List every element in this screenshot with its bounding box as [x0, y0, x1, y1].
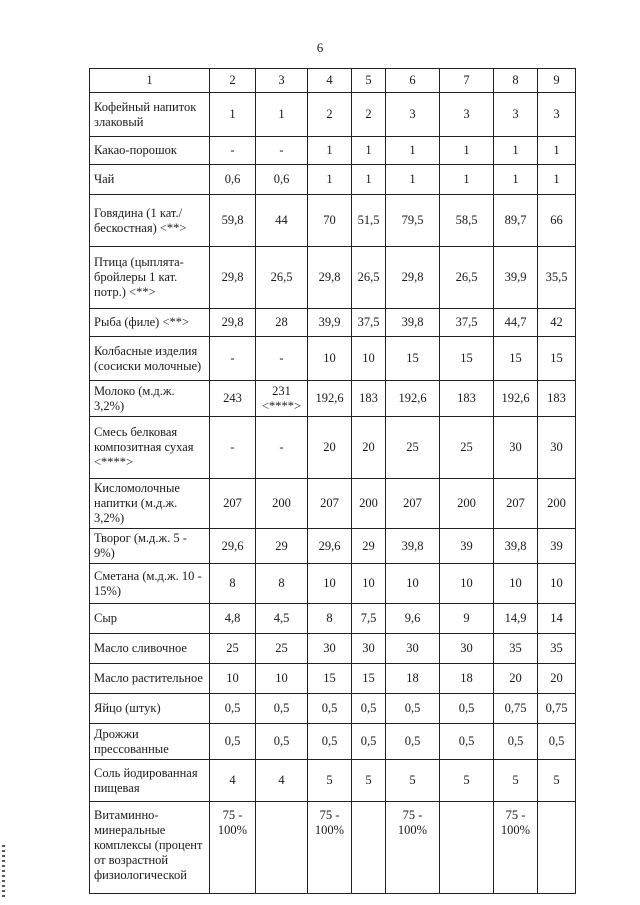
value-cell: 15: [494, 337, 538, 381]
value-cell: 20: [538, 664, 576, 694]
value-cell: 5: [538, 760, 576, 802]
value-cell: 25: [440, 417, 494, 479]
value-cell: 44: [256, 195, 308, 247]
table-row: [90, 381, 576, 417]
value-cell: 20: [308, 417, 352, 479]
value-cell: 183: [538, 381, 576, 417]
table-row: [90, 309, 576, 337]
product-name-cell: Молоко (м.д.ж. 3,2%): [90, 381, 210, 417]
value-cell: 0,5: [440, 694, 494, 724]
table-row: [90, 137, 576, 165]
product-name-cell: Какао-порошок: [90, 137, 210, 165]
value-cell: 26,5: [440, 247, 494, 309]
value-cell: 37,5: [440, 309, 494, 337]
value-cell: -: [210, 337, 256, 381]
table-row: [90, 337, 576, 381]
value-cell: 30: [352, 634, 386, 664]
value-cell: 0,5: [210, 694, 256, 724]
table-row: [90, 802, 576, 894]
value-cell: 58,5: [440, 195, 494, 247]
value-cell: -: [210, 417, 256, 479]
value-cell: 39,8: [386, 529, 440, 564]
value-cell: 3: [538, 93, 576, 137]
value-cell: 5: [440, 760, 494, 802]
value-cell: 207: [308, 479, 352, 529]
value-cell: 0,6: [210, 165, 256, 195]
value-cell: 42: [538, 309, 576, 337]
header-cell: 1: [90, 69, 210, 93]
value-cell: 1: [538, 137, 576, 165]
value-cell: 29,8: [210, 309, 256, 337]
table-row: [90, 664, 576, 694]
value-cell: 30: [494, 417, 538, 479]
value-cell: 39: [538, 529, 576, 564]
value-cell: 0,5: [386, 724, 440, 760]
product-name-cell: Сыр: [90, 604, 210, 634]
table-row: [90, 479, 576, 529]
value-cell: 20: [494, 664, 538, 694]
value-cell: -: [256, 417, 308, 479]
value-cell: 0,5: [538, 724, 576, 760]
value-cell: 75 - 100%: [210, 802, 256, 894]
value-cell: 30: [386, 634, 440, 664]
header-row: [90, 69, 576, 93]
product-name-cell: Кисломолочные напитки (м.д.ж. 3,2%): [90, 479, 210, 529]
value-cell: 0,5: [352, 694, 386, 724]
value-cell: [440, 802, 494, 894]
value-cell: 183: [352, 381, 386, 417]
table-row: [90, 564, 576, 604]
product-name-cell: Дрожжи прессованные: [90, 724, 210, 760]
product-name-cell: Сметана (м.д.ж. 10 - 15%): [90, 564, 210, 604]
value-cell: 29: [256, 529, 308, 564]
value-cell: 0,5: [352, 724, 386, 760]
value-cell: 4: [256, 760, 308, 802]
value-cell: 30: [308, 634, 352, 664]
value-cell: 1: [440, 165, 494, 195]
value-cell: 79,5: [386, 195, 440, 247]
value-cell: 20: [352, 417, 386, 479]
value-cell: 75 - 100%: [494, 802, 538, 894]
value-cell: 14,9: [494, 604, 538, 634]
value-cell: 5: [352, 760, 386, 802]
product-name-cell: Соль йодированная пищевая: [90, 760, 210, 802]
value-cell: 10: [308, 564, 352, 604]
value-cell: 29,8: [210, 247, 256, 309]
table-row: [90, 165, 576, 195]
value-cell: 183: [440, 381, 494, 417]
value-cell: 5: [308, 760, 352, 802]
value-cell: 8: [308, 604, 352, 634]
header-cell: 6: [386, 69, 440, 93]
value-cell: 39,8: [386, 309, 440, 337]
header-cell: 2: [210, 69, 256, 93]
value-cell: 0,75: [538, 694, 576, 724]
value-cell: 15: [538, 337, 576, 381]
value-cell: 26,5: [352, 247, 386, 309]
value-cell: 35,5: [538, 247, 576, 309]
product-name-cell: Творог (м.д.ж. 5 - 9%): [90, 529, 210, 564]
value-cell: 70: [308, 195, 352, 247]
table-row: [90, 417, 576, 479]
value-cell: 0,5: [494, 724, 538, 760]
value-cell: 10: [386, 564, 440, 604]
table-row: [90, 604, 576, 634]
product-name-cell: Витаминно-минеральные комплексы (процент от возрастной физиологической: [90, 802, 210, 894]
value-cell: 1: [308, 137, 352, 165]
value-cell: 10: [440, 564, 494, 604]
value-cell: 29,6: [210, 529, 256, 564]
value-cell: 1: [352, 137, 386, 165]
value-cell: 75 - 100%: [386, 802, 440, 894]
value-cell: 207: [494, 479, 538, 529]
value-cell: 192,6: [308, 381, 352, 417]
value-cell: 4: [210, 760, 256, 802]
value-cell: 1: [386, 165, 440, 195]
table-row: [90, 247, 576, 309]
value-cell: 1: [494, 165, 538, 195]
value-cell: 10: [256, 664, 308, 694]
value-cell: 25: [386, 417, 440, 479]
value-cell: 18: [386, 664, 440, 694]
table-row: [90, 724, 576, 760]
value-cell: 29,6: [308, 529, 352, 564]
table-row: [90, 760, 576, 802]
value-cell: 0,5: [256, 694, 308, 724]
value-cell: 4,8: [210, 604, 256, 634]
value-cell: [352, 802, 386, 894]
header-cell: 7: [440, 69, 494, 93]
value-cell: 89,7: [494, 195, 538, 247]
value-cell: 15: [308, 664, 352, 694]
table-row: [90, 529, 576, 564]
value-cell: -: [256, 337, 308, 381]
value-cell: 35: [538, 634, 576, 664]
value-cell: 59,8: [210, 195, 256, 247]
header-cell: 5: [352, 69, 386, 93]
product-name-cell: Масло сливочное: [90, 634, 210, 664]
product-name-cell: Чай: [90, 165, 210, 195]
value-cell: 0,5: [308, 724, 352, 760]
value-cell: 8: [256, 564, 308, 604]
table-row: [90, 93, 576, 137]
value-cell: 200: [256, 479, 308, 529]
product-name-cell: Яйцо (штук): [90, 694, 210, 724]
value-cell: 1: [256, 93, 308, 137]
value-cell: 10: [494, 564, 538, 604]
value-cell: 9,6: [386, 604, 440, 634]
header-cell: 9: [538, 69, 576, 93]
value-cell: 51,5: [352, 195, 386, 247]
value-cell: 44,7: [494, 309, 538, 337]
value-cell: 200: [538, 479, 576, 529]
value-cell: 1: [352, 165, 386, 195]
value-cell: 39: [440, 529, 494, 564]
value-cell: 30: [440, 634, 494, 664]
value-cell: 75 - 100%: [308, 802, 352, 894]
product-name-cell: Смесь белковая композитная сухая <****>: [90, 417, 210, 479]
value-cell: 7,5: [352, 604, 386, 634]
value-cell: -: [210, 137, 256, 165]
value-cell: 29,8: [308, 247, 352, 309]
value-cell: 3: [494, 93, 538, 137]
scan-edge-mark: [2, 845, 5, 900]
value-cell: 10: [210, 664, 256, 694]
value-cell: 37,5: [352, 309, 386, 337]
value-cell: 14: [538, 604, 576, 634]
value-cell: 1: [494, 137, 538, 165]
product-name-cell: Птица (цыплята-бройлеры 1 кат. потр.) <**>: [90, 247, 210, 309]
value-cell: 2: [352, 93, 386, 137]
value-cell: 207: [210, 479, 256, 529]
value-cell: 207: [386, 479, 440, 529]
value-cell: [256, 802, 308, 894]
value-cell: 0,5: [308, 694, 352, 724]
value-cell: 1: [210, 93, 256, 137]
value-cell: -: [256, 137, 308, 165]
value-cell: 3: [440, 93, 494, 137]
value-cell: 39,9: [308, 309, 352, 337]
value-cell: 231 <****>: [256, 381, 308, 417]
value-cell: 192,6: [494, 381, 538, 417]
value-cell: 1: [386, 137, 440, 165]
value-cell: 9: [440, 604, 494, 634]
value-cell: 3: [386, 93, 440, 137]
value-cell: 0,75: [494, 694, 538, 724]
value-cell: 29: [352, 529, 386, 564]
value-cell: 2: [308, 93, 352, 137]
value-cell: 10: [538, 564, 576, 604]
product-name-cell: Колбасные изделия (сосиски молочные): [90, 337, 210, 381]
product-name-cell: Масло растительное: [90, 664, 210, 694]
header-cell: 4: [308, 69, 352, 93]
value-cell: 10: [352, 337, 386, 381]
header-cell: 8: [494, 69, 538, 93]
value-cell: 1: [538, 165, 576, 195]
value-cell: 0,5: [440, 724, 494, 760]
value-cell: 25: [256, 634, 308, 664]
value-cell: 28: [256, 309, 308, 337]
value-cell: 10: [352, 564, 386, 604]
value-cell: 18: [440, 664, 494, 694]
value-cell: 15: [386, 337, 440, 381]
value-cell: 192,6: [386, 381, 440, 417]
value-cell: 26,5: [256, 247, 308, 309]
value-cell: 243: [210, 381, 256, 417]
value-cell: 39,9: [494, 247, 538, 309]
value-cell: 1: [308, 165, 352, 195]
product-name-cell: Говядина (1 кат./бескостная) <**>: [90, 195, 210, 247]
value-cell: 66: [538, 195, 576, 247]
value-cell: 0,6: [256, 165, 308, 195]
value-cell: 39,8: [494, 529, 538, 564]
value-cell: 5: [386, 760, 440, 802]
value-cell: 0,5: [386, 694, 440, 724]
value-cell: 15: [440, 337, 494, 381]
value-cell: 10: [308, 337, 352, 381]
value-cell: 29,8: [386, 247, 440, 309]
value-cell: 4,5: [256, 604, 308, 634]
page-number: 6: [316, 40, 324, 55]
value-cell: 15: [352, 664, 386, 694]
nutrition-norms-table: [89, 68, 576, 894]
table-row: [90, 634, 576, 664]
header-cell: 3: [256, 69, 308, 93]
value-cell: [538, 802, 576, 894]
value-cell: 0,5: [256, 724, 308, 760]
product-name-cell: Кофейный напиток злаковый: [90, 93, 210, 137]
value-cell: 1: [440, 137, 494, 165]
product-name-cell: Рыба (филе) <**>: [90, 309, 210, 337]
value-cell: 25: [210, 634, 256, 664]
value-cell: 200: [440, 479, 494, 529]
table-row: [90, 195, 576, 247]
value-cell: 200: [352, 479, 386, 529]
value-cell: 5: [494, 760, 538, 802]
value-cell: 35: [494, 634, 538, 664]
value-cell: 8: [210, 564, 256, 604]
value-cell: 0,5: [210, 724, 256, 760]
table-row: [90, 694, 576, 724]
value-cell: 30: [538, 417, 576, 479]
